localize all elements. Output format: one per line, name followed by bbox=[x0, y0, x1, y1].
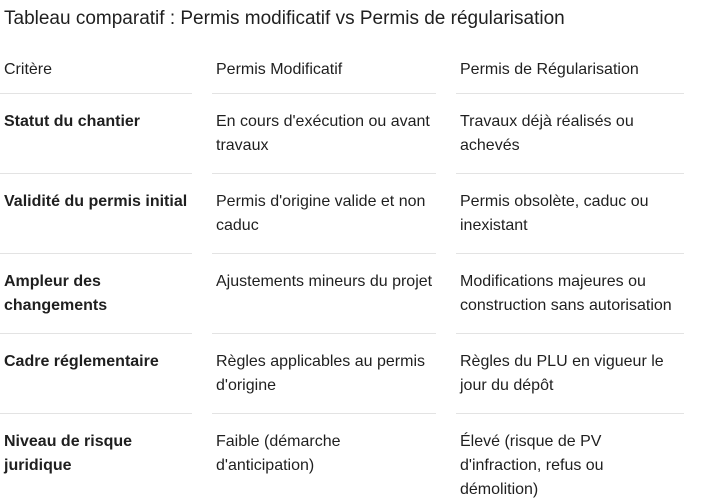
table-row bbox=[0, 414, 704, 493]
table-row bbox=[0, 334, 704, 414]
row-label: Niveau de risque juridique bbox=[4, 433, 133, 474]
column-header-permis-modificatif: Permis Modificatif bbox=[212, 48, 456, 94]
table-cell: Règles applicables au permis d'origine bbox=[212, 334, 456, 414]
row-label: Cadre réglementaire bbox=[0, 334, 212, 414]
row-label: Statut du chantier bbox=[0, 94, 212, 174]
table-row bbox=[0, 254, 704, 334]
row-label: Validité du permis initial bbox=[0, 174, 212, 254]
table-row bbox=[0, 94, 704, 174]
table-cell: Élevé (risque de PV d'infraction, refus ou démolition) bbox=[460, 433, 604, 498]
table-cell: Faible (démarche d'anticipation) bbox=[216, 433, 341, 474]
table-cell: Modifications majeures ou construction sans autorisation bbox=[456, 254, 704, 334]
table-row bbox=[0, 174, 704, 254]
page-title: Tableau comparatif : Permis modificatif vs Permis de régularisation bbox=[4, 8, 565, 29]
table-cell: Règles du PLU en vigueur le jour du dépôt bbox=[456, 334, 704, 414]
column-header-permis-regularisation: Permis de Régularisation bbox=[456, 48, 704, 94]
table-cell: Permis d'origine valide et non caduc bbox=[212, 174, 456, 254]
table-cell: En cours d'exécution ou avant travaux bbox=[212, 94, 456, 174]
table-cell: Travaux déjà réalisés ou achevés bbox=[456, 94, 704, 174]
table-cell: Permis obsolète, caduc ou inexistant bbox=[456, 174, 704, 254]
row-label: Ampleur des changements bbox=[0, 254, 212, 334]
table-cell: Ajustements mineurs du projet bbox=[212, 254, 456, 334]
comparison-table bbox=[0, 48, 704, 498]
table-header-row bbox=[0, 48, 704, 94]
column-header-critere: Critère bbox=[0, 48, 212, 94]
